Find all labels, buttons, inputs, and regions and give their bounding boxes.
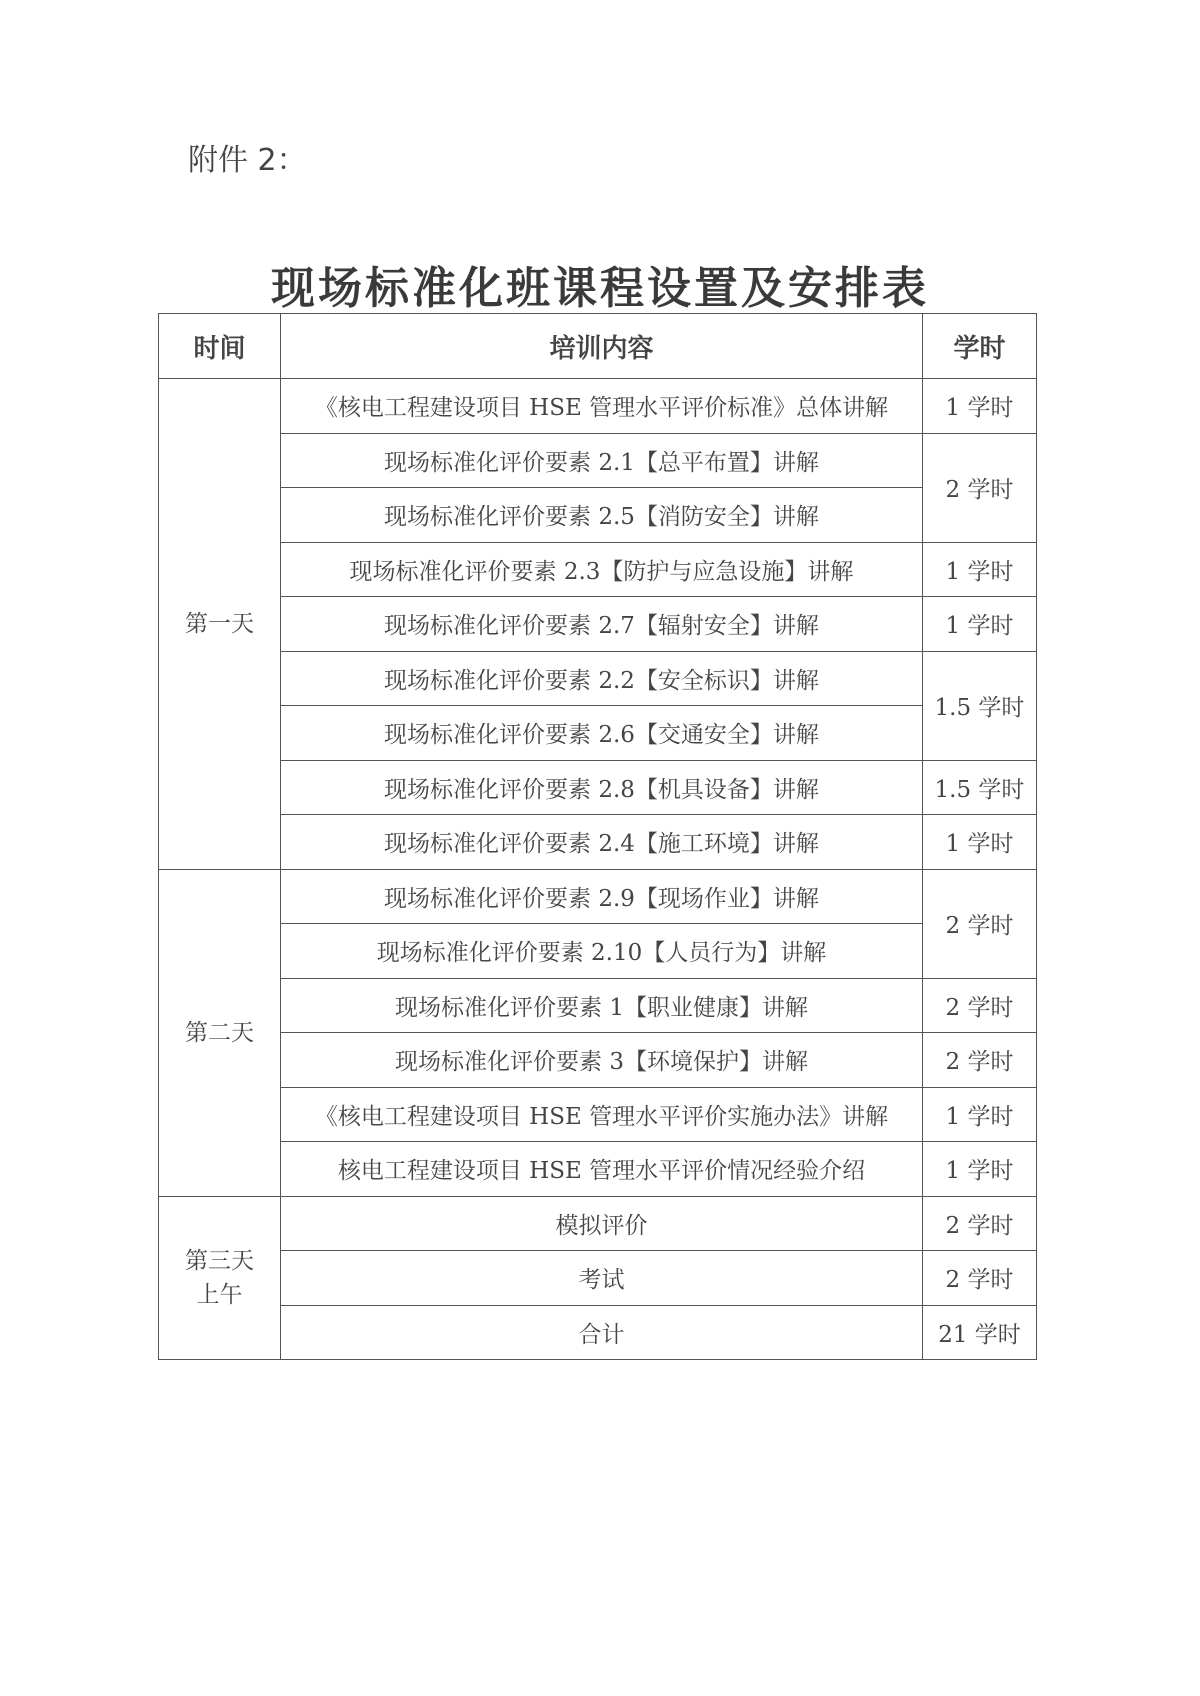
table-row xyxy=(159,815,1037,870)
hours-cell: 1 学时 xyxy=(923,1087,1037,1142)
hours-cell: 2 学时 xyxy=(923,978,1037,1033)
table-row xyxy=(159,760,1037,815)
hours-cell: 2 学时 xyxy=(923,1251,1037,1306)
hours-cell: 1.5 学时 xyxy=(923,651,1037,760)
table-row xyxy=(159,706,1037,761)
content-cell: 现场标准化评价要素 2.9【现场作业】讲解 xyxy=(281,869,923,924)
table-row xyxy=(159,1196,1037,1251)
table-row xyxy=(159,488,1037,543)
day-cell-1: 第一天 xyxy=(159,379,281,870)
hours-cell: 2 学时 xyxy=(923,433,1037,542)
day-3-line-2: 上午 xyxy=(196,1281,243,1308)
table-row xyxy=(159,433,1037,488)
content-cell: 现场标准化评价要素 2.10【人员行为】讲解 xyxy=(281,924,923,979)
hours-cell: 1 学时 xyxy=(923,597,1037,652)
day-cell-3 xyxy=(159,1196,281,1360)
hours-cell: 2 学时 xyxy=(923,1033,1037,1088)
schedule-table xyxy=(158,313,1037,1360)
hours-cell: 1 学时 xyxy=(923,379,1037,434)
hours-cell: 1 学时 xyxy=(923,1142,1037,1197)
header-hours: 学时 xyxy=(923,314,1037,379)
table-row xyxy=(159,978,1037,1033)
content-cell: 现场标准化评价要素 3【环境保护】讲解 xyxy=(281,1033,923,1088)
content-cell: 现场标准化评价要素 2.4【施工环境】讲解 xyxy=(281,815,923,870)
table-row xyxy=(159,651,1037,706)
table-row xyxy=(159,542,1037,597)
hours-cell: 1 学时 xyxy=(923,542,1037,597)
content-cell: 现场标准化评价要素 2.3【防护与应急设施】讲解 xyxy=(281,542,923,597)
day-cell-2: 第二天 xyxy=(159,869,281,1196)
content-cell: 现场标准化评价要素 2.1【总平布置】讲解 xyxy=(281,433,923,488)
table-row xyxy=(159,1033,1037,1088)
total-hours: 21 学时 xyxy=(923,1305,1037,1360)
day-3-line-1: 第三天 xyxy=(185,1247,254,1274)
table-row xyxy=(159,1251,1037,1306)
content-cell: 核电工程建设项目 HSE 管理水平评价情况经验介绍 xyxy=(281,1142,923,1197)
table-row xyxy=(159,1142,1037,1197)
total-row xyxy=(159,1305,1037,1360)
content-cell: 现场标准化评价要素 2.7【辐射安全】讲解 xyxy=(281,597,923,652)
hours-cell: 1 学时 xyxy=(923,815,1037,870)
content-cell: 考试 xyxy=(281,1251,923,1306)
content-cell: 模拟评价 xyxy=(281,1196,923,1251)
content-cell: 现场标准化评价要素 2.6【交通安全】讲解 xyxy=(281,706,923,761)
content-cell: 《核电工程建设项目 HSE 管理水平评价实施办法》讲解 xyxy=(281,1087,923,1142)
table-row xyxy=(159,1087,1037,1142)
content-cell: 《核电工程建设项目 HSE 管理水平评价标准》总体讲解 xyxy=(281,379,923,434)
table-row xyxy=(159,924,1037,979)
content-cell: 现场标准化评价要素 2.2【安全标识】讲解 xyxy=(281,651,923,706)
table-row xyxy=(159,597,1037,652)
content-cell: 现场标准化评价要素 1【职业健康】讲解 xyxy=(281,978,923,1033)
hours-cell: 2 学时 xyxy=(923,1196,1037,1251)
attachment-label: 附件 2： xyxy=(188,143,307,178)
header-time: 时间 xyxy=(159,314,281,379)
table-row xyxy=(159,869,1037,924)
table-row xyxy=(159,379,1037,434)
table-header-row xyxy=(159,314,1037,379)
header-content: 培训内容 xyxy=(281,314,923,379)
hours-cell: 1.5 学时 xyxy=(923,760,1037,815)
content-cell: 现场标准化评价要素 2.5【消防安全】讲解 xyxy=(281,488,923,543)
content-cell: 现场标准化评价要素 2.8【机具设备】讲解 xyxy=(281,760,923,815)
page-title: 现场标准化班课程设置及安排表 xyxy=(271,263,929,314)
total-label: 合计 xyxy=(281,1305,923,1360)
hours-cell: 2 学时 xyxy=(923,869,1037,978)
